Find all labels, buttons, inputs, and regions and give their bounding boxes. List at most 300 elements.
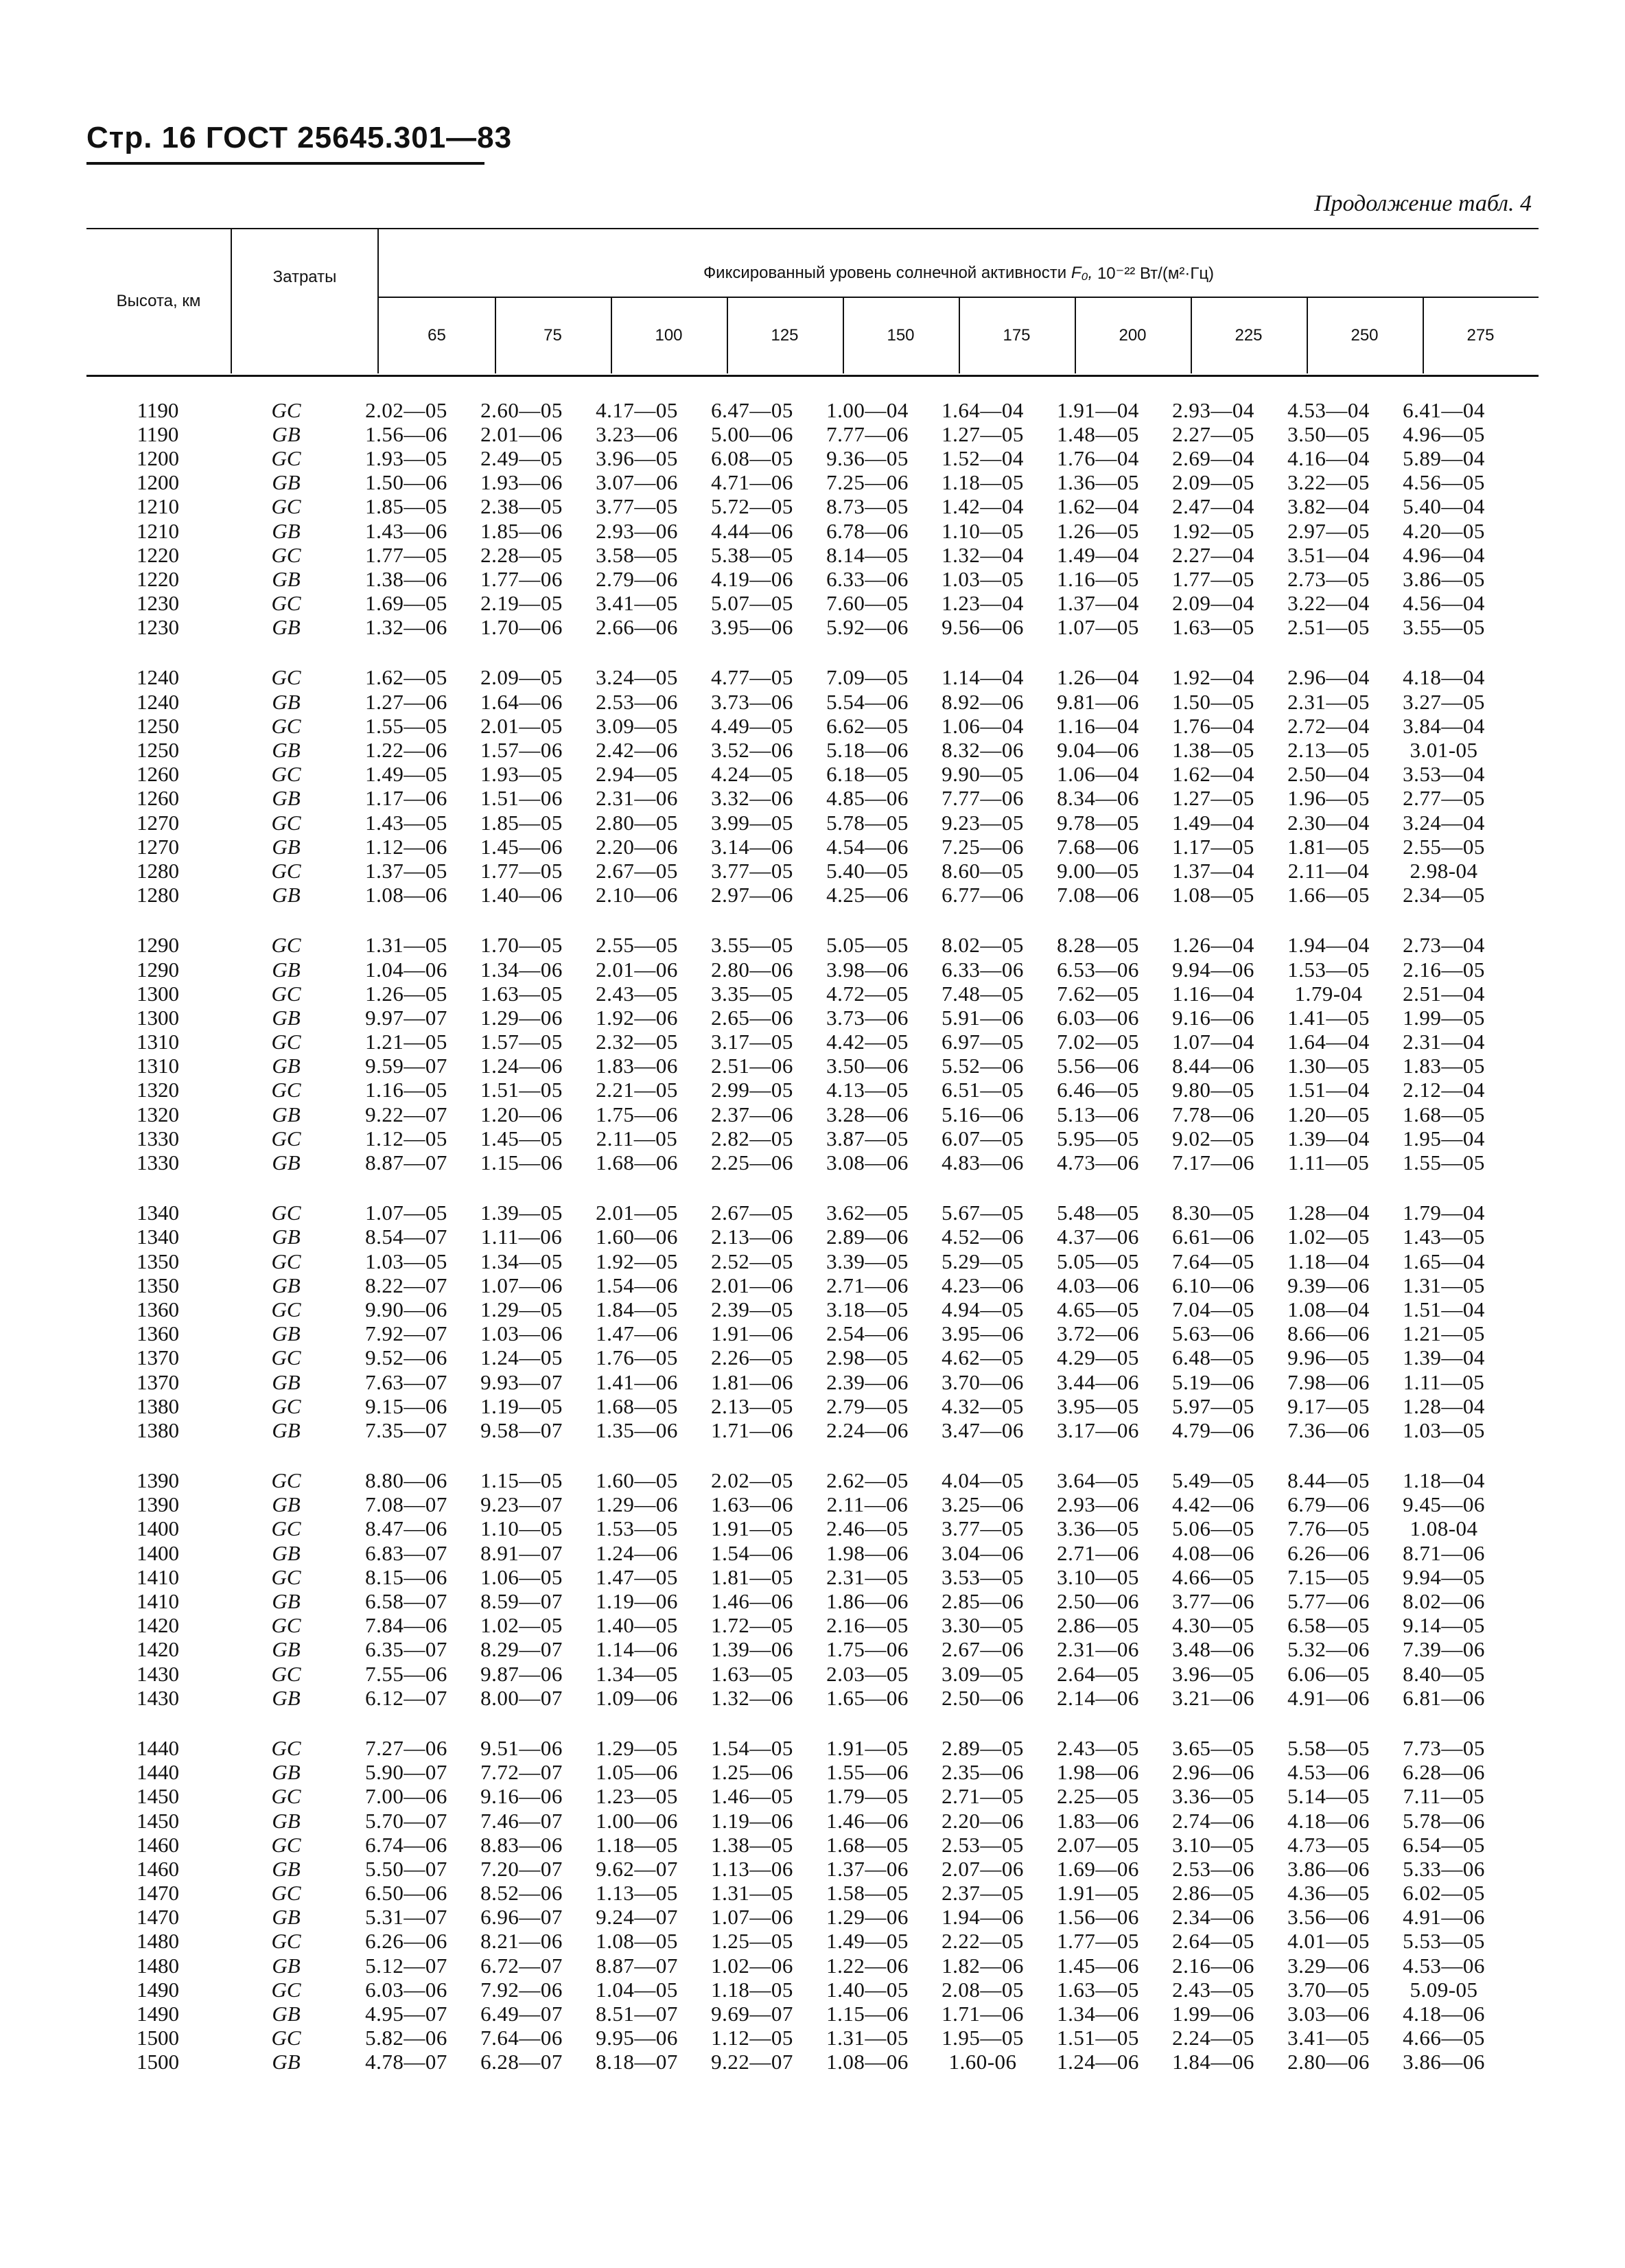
value-cell: 2.96—04 [1287, 665, 1370, 690]
cost-cell: GB [272, 1321, 301, 1346]
table-row [86, 1954, 1541, 1978]
value-cell: 3.86—06 [1287, 1856, 1370, 1881]
value-cell: 5.77—06 [1287, 1589, 1370, 1614]
value-cell: 2.19—05 [480, 591, 563, 616]
value-cell: 5.56—06 [1057, 1054, 1139, 1078]
value-cell: 4.53—06 [1403, 1953, 1485, 1978]
value-cell: 8.02—05 [942, 933, 1024, 958]
value-cell: 1.62—05 [365, 665, 447, 690]
cost-cell: GC [271, 1613, 301, 1638]
value-cell: 5.78—05 [826, 810, 909, 835]
value-cell: 4.66—05 [1403, 2026, 1485, 2050]
cost-cell: GC [271, 1881, 301, 1906]
value-cell: 3.84—04 [1403, 713, 1485, 738]
value-cell: 6.10—06 [1172, 1273, 1254, 1297]
altitude-cell: 1370 [137, 1345, 179, 1370]
value-cell: 1.18—05 [596, 1832, 678, 1857]
table-row [86, 1809, 1541, 1833]
value-cell: 8.47—06 [365, 1516, 447, 1541]
cost-cell: GC [271, 713, 301, 738]
table-row [86, 763, 1541, 787]
value-cell: 4.24—05 [711, 762, 793, 787]
value-cell: 5.78—06 [1403, 1808, 1485, 1833]
value-cell: 3.82—04 [1287, 494, 1370, 519]
value-cell: 1.76—05 [596, 1345, 678, 1370]
value-cell: 1.31—05 [711, 1881, 793, 1906]
value-cell: 1.93—05 [480, 762, 563, 787]
cost-cell: GB [272, 883, 301, 907]
value-cell: 1.83—06 [596, 1054, 678, 1078]
table-row [86, 2050, 1541, 2074]
value-cell: 3.21—06 [1172, 1685, 1254, 1710]
value-cell: 8.21—06 [480, 1929, 563, 1954]
value-cell: 1.40—05 [596, 1613, 678, 1638]
table-row [86, 1638, 1541, 1662]
value-cell: 3.25—06 [942, 1492, 1024, 1517]
altitude-cell: 1350 [137, 1273, 179, 1297]
value-cell: 1.02—05 [1287, 1225, 1370, 1249]
table-row [86, 1126, 1541, 1150]
value-cell: 1.16—04 [1057, 713, 1139, 738]
value-cell: 1.40—06 [480, 883, 563, 907]
value-cell: 5.31—07 [365, 1905, 447, 1930]
cost-cell: GC [271, 1297, 301, 1321]
header-rule [86, 162, 484, 165]
value-cell: 1.02—06 [711, 1953, 793, 1978]
value-cell: 3.86—05 [1403, 566, 1485, 591]
value-cell: 5.38—05 [711, 542, 793, 567]
value-cell: 1.08—04 [1287, 1297, 1370, 1321]
value-cell: 5.58—05 [1287, 1735, 1370, 1760]
value-cell: 1.25—06 [711, 1760, 793, 1785]
value-cell: 1.64—06 [480, 689, 563, 714]
value-cell: 3.44—06 [1057, 1369, 1139, 1394]
value-cell: 1.57—05 [480, 1030, 563, 1054]
value-cell: 2.11—04 [1287, 858, 1370, 883]
value-cell: 7.63—07 [365, 1369, 447, 1394]
value-cell: 4.32—05 [942, 1393, 1024, 1418]
value-cell: 7.04—05 [1172, 1297, 1254, 1321]
value-cell: 1.22—06 [365, 738, 447, 763]
value-cell: 8.44—05 [1287, 1468, 1370, 1493]
value-cell: 1.81—05 [1287, 834, 1370, 859]
value-cell: 2.54—06 [826, 1321, 909, 1346]
value-cell: 2.94—05 [596, 762, 678, 787]
value-cell: 3.55—05 [1403, 615, 1485, 640]
value-cell: 1.76—04 [1057, 445, 1139, 470]
table-row [86, 1882, 1541, 1906]
value-cell: 1.32—06 [711, 1685, 793, 1710]
value-cell: 1.08—06 [365, 883, 447, 907]
row-group [86, 1469, 1541, 1711]
value-cell: 4.62—05 [942, 1345, 1024, 1370]
value-cell: 1.39—06 [711, 1637, 793, 1662]
value-cell: 2.02—05 [365, 397, 447, 422]
table-row [86, 1736, 1541, 1760]
value-cell: 9.16—06 [1172, 1005, 1254, 1030]
value-cell: 1.40—05 [826, 1977, 909, 2002]
value-cell: 4.54—06 [826, 834, 909, 859]
value-cell: 9.78—05 [1057, 810, 1139, 835]
value-cell: 1.53—05 [1287, 957, 1370, 982]
altitude-cell: 1220 [137, 566, 179, 591]
value-cell: 8.51—07 [596, 2002, 678, 2026]
value-cell: 1.18—05 [711, 1977, 793, 2002]
value-cell: 9.96—05 [1287, 1345, 1370, 1370]
value-cell: 1.46—05 [711, 1784, 793, 1809]
table-row [86, 519, 1541, 543]
value-cell: 6.58—05 [1287, 1613, 1370, 1638]
value-cell: 2.71—06 [826, 1273, 909, 1297]
value-cell: 2.16—05 [1403, 957, 1485, 982]
altitude-cell: 1280 [137, 858, 179, 883]
value-cell: 2.64—05 [1057, 1661, 1139, 1686]
value-cell: 1.38—05 [1172, 738, 1254, 763]
value-cell: 4.79—06 [1172, 1418, 1254, 1442]
level-header-cell: 100 [655, 326, 683, 345]
value-cell: 5.89—04 [1403, 445, 1485, 470]
value-cell: 1.43—06 [365, 518, 447, 543]
value-cell: 9.23—07 [480, 1492, 563, 1517]
value-cell: 1.25—05 [711, 1929, 793, 1954]
altitude-cell: 1490 [137, 2002, 179, 2026]
value-cell: 3.41—05 [596, 591, 678, 616]
value-cell: 1.77—05 [1057, 1929, 1139, 1954]
value-cell: 5.70—07 [365, 1808, 447, 1833]
altitude-cell: 1460 [137, 1832, 179, 1857]
value-cell: 1.23—05 [596, 1784, 678, 1809]
value-cell: 2.26—05 [711, 1345, 793, 1370]
altitude-cell: 1210 [137, 494, 179, 519]
altitude-cell: 1450 [137, 1808, 179, 1833]
value-cell: 1.86—06 [826, 1589, 909, 1614]
value-cell: 2.01—05 [480, 713, 563, 738]
value-cell: 1.00—06 [596, 1808, 678, 1833]
value-cell: 2.31—06 [1057, 1637, 1139, 1662]
value-cell: 1.37—05 [365, 858, 447, 883]
value-cell: 1.18—04 [1287, 1249, 1370, 1273]
value-cell: 6.49—07 [480, 2002, 563, 2026]
value-cell: 2.64—05 [1172, 1929, 1254, 1954]
value-cell: 5.33—06 [1403, 1856, 1485, 1881]
table-row [86, 567, 1541, 591]
value-cell: 8.44—06 [1172, 1054, 1254, 1078]
value-cell: 1.18—05 [942, 470, 1024, 495]
cost-cell: GC [271, 397, 301, 422]
table-row [86, 446, 1541, 470]
table-row [86, 1030, 1541, 1054]
value-cell: 7.46—07 [480, 1808, 563, 1833]
value-cell: 4.71—06 [711, 470, 793, 495]
altitude-cell: 1260 [137, 762, 179, 787]
value-cell: 1.54—06 [596, 1273, 678, 1297]
value-cell: 1.79-04 [1294, 981, 1363, 1006]
level-header-divider [1423, 298, 1424, 373]
value-cell: 8.15—06 [365, 1564, 447, 1589]
value-cell: 2.09—04 [1172, 591, 1254, 616]
value-cell: 2.02—05 [711, 1468, 793, 1493]
value-cell: 1.29—05 [480, 1297, 563, 1321]
value-cell: 4.04—05 [942, 1468, 1024, 1493]
value-cell: 5.12—07 [365, 1953, 447, 1978]
value-cell: 1.51—05 [480, 1078, 563, 1102]
value-cell: 1.71—06 [942, 2002, 1024, 2026]
value-cell: 1.65—06 [826, 1685, 909, 1710]
level-header-cell: 75 [543, 326, 562, 345]
value-cell: 1.13—05 [596, 1881, 678, 1906]
cost-cell: GC [271, 1078, 301, 1102]
value-cell: 5.53—05 [1403, 1929, 1485, 1954]
value-cell: 1.77—06 [480, 566, 563, 591]
table-row [86, 811, 1541, 835]
table-row [86, 1785, 1541, 1809]
cost-cell: GB [272, 421, 301, 446]
value-cell: 6.46—05 [1057, 1078, 1139, 1102]
value-cell: 2.11—05 [596, 1126, 678, 1150]
value-cell: 1.52—04 [942, 445, 1024, 470]
value-cell: 2.98—05 [826, 1345, 909, 1370]
value-cell: 1.54—05 [711, 1735, 793, 1760]
value-cell: 2.53—05 [942, 1832, 1024, 1857]
table-row [86, 1054, 1541, 1078]
value-cell: 2.80—06 [711, 957, 793, 982]
value-cell: 5.49—05 [1172, 1468, 1254, 1493]
value-cell: 9.04—06 [1057, 738, 1139, 763]
cost-cell: GC [271, 1345, 301, 1370]
value-cell: 1.55—05 [365, 713, 447, 738]
cost-cell: GB [272, 1685, 301, 1710]
value-cell: 4.49—05 [711, 713, 793, 738]
value-cell: 6.50—06 [365, 1881, 447, 1906]
value-cell: 2.93—04 [1172, 397, 1254, 422]
value-cell: 1.34—05 [480, 1249, 563, 1273]
value-cell: 1.30—05 [1287, 1054, 1370, 1078]
value-cell: 5.50—07 [365, 1856, 447, 1881]
value-cell: 1.71—06 [711, 1418, 793, 1442]
altitude-cell: 1270 [137, 834, 179, 859]
table-row [86, 934, 1541, 958]
value-cell: 5.97—05 [1172, 1393, 1254, 1418]
table-row [86, 471, 1541, 495]
value-cell: 1.03—05 [942, 566, 1024, 591]
table-row [86, 1978, 1541, 2002]
value-cell: 2.31—04 [1403, 1030, 1485, 1054]
cost-cell: GC [271, 1249, 301, 1273]
value-cell: 9.90—06 [365, 1297, 447, 1321]
value-cell: 1.49—05 [365, 762, 447, 787]
row-group [86, 934, 1541, 1175]
altitude-cell: 1320 [137, 1078, 179, 1102]
value-cell: 2.34—06 [1172, 1905, 1254, 1930]
cost-cell: GC [271, 665, 301, 690]
value-cell: 4.53—04 [1287, 397, 1370, 422]
value-cell: 8.28—05 [1057, 933, 1139, 958]
value-cell: 4.96—04 [1403, 542, 1485, 567]
value-cell: 1.24—06 [480, 1054, 563, 1078]
value-cell: 8.32—06 [942, 738, 1024, 763]
value-cell: 8.40—05 [1403, 1661, 1485, 1686]
value-cell: 3.70—06 [942, 1369, 1024, 1394]
cost-cell: GB [272, 566, 301, 591]
value-cell: 1.69—05 [365, 591, 447, 616]
value-cell: 3.86—06 [1403, 2050, 1485, 2074]
value-cell: 1.50—05 [1172, 689, 1254, 714]
value-cell: 3.14—06 [711, 834, 793, 859]
value-cell: 6.62—05 [826, 713, 909, 738]
value-cell: 2.98-04 [1410, 858, 1478, 883]
value-cell: 1.02—05 [480, 1613, 563, 1638]
table-row [86, 543, 1541, 567]
value-cell: 3.53—04 [1403, 762, 1485, 787]
cost-cell: GB [272, 1856, 301, 1881]
altitude-cell: 1420 [137, 1637, 179, 1662]
value-cell: 1.92—04 [1172, 665, 1254, 690]
table-row [86, 714, 1541, 738]
value-cell: 1.84—05 [596, 1297, 678, 1321]
value-cell: 2.67—05 [711, 1201, 793, 1225]
page-header: Стр. 16 ГОСТ 25645.301—83 [86, 121, 513, 154]
value-cell: 7.77—06 [826, 421, 909, 446]
cost-cell: GB [272, 2050, 301, 2074]
value-cell: 1.49—04 [1172, 810, 1254, 835]
table-row [86, 738, 1541, 762]
value-cell: 2.67—06 [942, 1637, 1024, 1662]
altitude-cell: 1230 [137, 591, 179, 616]
table-row [86, 1686, 1541, 1710]
value-cell: 3.09—05 [942, 1661, 1024, 1686]
value-cell: 4.96—05 [1403, 421, 1485, 446]
cost-cell: GB [272, 1418, 301, 1442]
value-cell: 7.08—07 [365, 1492, 447, 1517]
altitude-cell: 1480 [137, 1929, 179, 1954]
altitude-cell: 1380 [137, 1393, 179, 1418]
value-cell: 4.29—05 [1057, 1345, 1139, 1370]
table-header [86, 229, 1539, 375]
table-row [86, 1565, 1541, 1589]
value-cell: 4.56—05 [1403, 470, 1485, 495]
value-cell: 1.95—04 [1403, 1126, 1485, 1150]
value-cell: 6.51—05 [942, 1078, 1024, 1102]
value-cell: 4.94—05 [942, 1297, 1024, 1321]
value-cell: 1.72—05 [711, 1613, 793, 1638]
value-cell: 9.80—05 [1172, 1078, 1254, 1102]
value-cell: 1.27—05 [942, 421, 1024, 446]
value-cell: 2.09—05 [480, 665, 563, 690]
value-cell: 1.37—06 [826, 1856, 909, 1881]
value-cell: 1.10—05 [942, 518, 1024, 543]
value-cell: 1.00—04 [826, 397, 909, 422]
value-cell: 4.56—04 [1403, 591, 1485, 616]
value-cell: 4.73—05 [1287, 1832, 1370, 1857]
value-cell: 2.10—06 [596, 883, 678, 907]
value-cell: 6.54—05 [1403, 1832, 1485, 1857]
altitude-cell: 1500 [137, 2026, 179, 2050]
level-header-divider [727, 298, 728, 373]
altitude-cell: 1460 [137, 1856, 179, 1881]
value-cell: 1.24—06 [1057, 2050, 1139, 2074]
value-cell: 7.77—06 [942, 786, 1024, 811]
value-cell: 7.27—06 [365, 1735, 447, 1760]
value-cell: 1.28—04 [1287, 1201, 1370, 1225]
table-row [86, 1346, 1541, 1370]
value-cell: 2.43—05 [596, 981, 678, 1006]
value-cell: 1.47—06 [596, 1321, 678, 1346]
cost-cell: GB [272, 1273, 301, 1297]
table-row [86, 690, 1541, 714]
level-header-cell: 275 [1466, 326, 1495, 345]
value-cell: 1.03—05 [365, 1249, 447, 1273]
value-cell: 8.66—06 [1287, 1321, 1370, 1346]
cost-cell: GC [271, 494, 301, 519]
table-row [86, 592, 1541, 616]
altitude-cell: 1320 [137, 1102, 179, 1126]
value-cell: 4.85—06 [826, 786, 909, 811]
cost-cell: GB [272, 1150, 301, 1175]
value-cell: 1.31—05 [365, 933, 447, 958]
value-cell: 7.15—05 [1287, 1564, 1370, 1589]
value-cell: 1.16—05 [1057, 566, 1139, 591]
value-cell: 4.23—06 [942, 1273, 1024, 1297]
value-cell: 9.16—06 [480, 1784, 563, 1809]
value-cell: 4.25—06 [826, 883, 909, 907]
cost-cell: GB [272, 2002, 301, 2026]
table-row [86, 1297, 1541, 1321]
altitude-cell: 1250 [137, 738, 179, 763]
value-cell: 1.77—05 [365, 542, 447, 567]
table-row [86, 1322, 1541, 1346]
value-cell: 1.39—05 [480, 1201, 563, 1225]
value-cell: 2.55—05 [596, 933, 678, 958]
cost-cell: GC [271, 1393, 301, 1418]
altitude-cell: 1410 [137, 1589, 179, 1614]
value-cell: 2.49—05 [480, 445, 563, 470]
value-cell: 3.72—06 [1057, 1321, 1139, 1346]
value-cell: 9.59—07 [365, 1054, 447, 1078]
value-cell: 5.72—05 [711, 494, 793, 519]
altitude-cell: 1470 [137, 1881, 179, 1906]
altitude-cell: 1420 [137, 1613, 179, 1638]
value-cell: 2.13—05 [1287, 738, 1370, 763]
value-cell: 2.30—04 [1287, 810, 1370, 835]
value-cell: 4.16—04 [1287, 445, 1370, 470]
value-cell: 4.03—06 [1057, 1273, 1139, 1297]
value-cell: 3.50—06 [826, 1054, 909, 1078]
value-cell: 1.07—06 [711, 1905, 793, 1930]
value-cell: 6.03—06 [1057, 1005, 1139, 1030]
altitude-cell: 1390 [137, 1468, 179, 1493]
cost-cell: GC [271, 1977, 301, 2002]
value-cell: 2.13—05 [711, 1393, 793, 1418]
table-row [86, 1517, 1541, 1541]
value-cell: 2.71—05 [942, 1784, 1024, 1809]
value-cell: 8.91—07 [480, 1540, 563, 1565]
cost-cell: GC [271, 2026, 301, 2050]
value-cell: 1.15—06 [826, 2002, 909, 2026]
value-cell: 1.63—05 [1172, 615, 1254, 640]
value-cell: 4.19—06 [711, 566, 793, 591]
value-cell: 1.27—06 [365, 689, 447, 714]
value-cell: 2.24—05 [1172, 2026, 1254, 2050]
value-cell: 5.82—06 [365, 2026, 447, 2050]
value-cell: 1.42—04 [942, 494, 1024, 519]
table-row [86, 1418, 1541, 1442]
value-cell: 8.83—06 [480, 1832, 563, 1857]
value-cell: 3.77—05 [711, 858, 793, 883]
value-cell: 2.73—04 [1403, 933, 1485, 958]
value-cell: 7.39—06 [1403, 1637, 1485, 1662]
value-cell: 1.95—05 [942, 2026, 1024, 2050]
value-cell: 2.34—05 [1403, 883, 1485, 907]
